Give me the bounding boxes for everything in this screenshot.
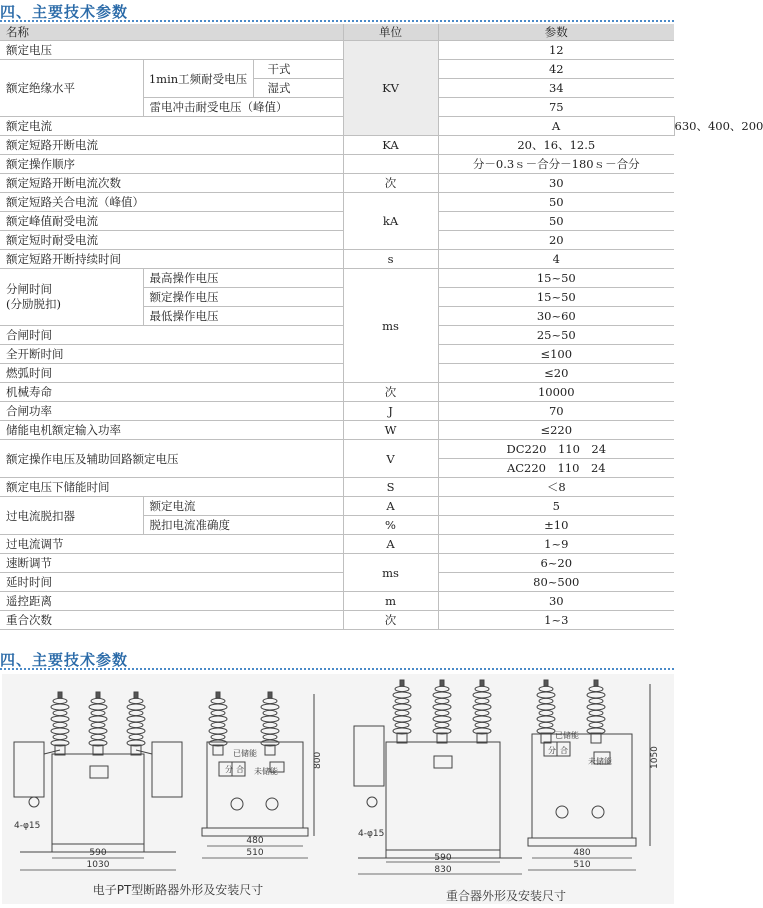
param-name-line1: 分闸时间 [6,282,52,296]
caption-left: 电子PT型断路器外形及安装尺寸 [92,883,264,897]
table-row [0,535,674,554]
param-name: 过电流脱扣器 [0,497,143,535]
table-row [0,383,674,402]
param-unit: A [343,535,438,554]
dim-510-left: 510 [246,848,264,858]
param-value: 10000 [438,383,674,402]
param-unit: A [343,497,438,516]
param-name: 额定短路开断电流次数 [0,174,343,193]
param-name: 速断调节 [0,554,343,573]
param-unit: 次 [343,174,438,193]
dim-1030: 1030 [86,860,110,870]
dimension-drawings [2,674,674,904]
param-subname: 额定电流 [143,497,343,516]
open-button-right: 分 [548,746,556,755]
caption-right: 重合器外形及安装尺寸 [445,889,567,903]
close-button-right: 合 [560,746,568,755]
param-value: ≤220 [438,421,674,440]
param-value: 50 [438,212,674,231]
section-title-params-2: 四、主要技术参数 [0,651,129,669]
param-value: 30 [438,592,674,611]
param-unit: S [343,478,438,497]
param-value: 70 [438,402,674,421]
table-row [0,592,674,611]
param-name: 额定操作电压及辅助回路额定电压 [0,440,343,478]
param-name: 机械寿命 [0,383,343,402]
open-button-left: 分 [225,765,233,774]
param-value: 75 [438,98,674,117]
param-name-line2: (分励脱扣) [6,297,61,311]
param-value: 分－0.3ｓ－合分－180ｓ－合分 [438,155,674,174]
unstored-label-left: 未储能 [254,767,278,776]
param-value: 80~500 [438,573,674,592]
table-header-row [0,24,674,41]
header-value: 参数 [438,24,674,41]
param-name: 额定操作顺序 [0,155,343,174]
dim-480-left: 480 [246,836,264,846]
table-row: 额定电流 A 630、400、200 [0,117,674,136]
param-value: AC220 110 24 [438,459,674,478]
param-name: 额定短路开断持续时间 [0,250,343,269]
dim-590-right: 590 [434,853,452,863]
param-name: 额定短路开断电流 [0,136,343,155]
param-value: ≤20 [438,364,674,383]
table-row [0,174,674,193]
param-value: 50 [438,193,674,212]
table-row [0,345,674,364]
param-unit: s [343,250,438,269]
table-row [0,155,674,174]
param-name: 储能电机额定输入功率 [0,421,343,440]
param-unit: 次 [343,383,438,402]
left-side-view [202,692,314,836]
table-row [0,326,674,345]
table-row [0,573,674,592]
param-value: 12 [438,41,674,60]
param-value: ≤100 [438,345,674,364]
param-subname: 1min工频耐受电压 [143,60,253,98]
param-value: 15~50 [438,269,674,288]
param-name: 遥控距离 [0,592,343,611]
section-title-params: 四、主要技术参数 [0,3,129,21]
table-row [0,440,674,459]
param-unit [343,155,438,174]
dim-800: 800 [313,751,323,769]
hole-spec-right: 4-φ15 [358,829,385,839]
param-name: 过电流调节 [0,535,343,554]
param-value: ±10 [438,516,674,535]
title-divider-2 [0,668,674,670]
param-value: 6~20 [438,554,674,573]
table-row [0,402,674,421]
param-name: 合闸时间 [0,326,343,345]
dim-1050: 1050 [650,746,660,769]
table-row [0,554,674,573]
table-row [0,41,674,60]
param-value: 5 [438,497,674,516]
table-row [0,364,674,383]
param-unit: A [438,117,674,136]
param-unit: V [343,440,438,478]
table-row [0,421,674,440]
param-subname: 雷电冲击耐受电压（峰值） [143,98,343,117]
param-unit: kA [343,193,438,250]
param-name: 额定电流 [0,117,343,136]
param-subname: 脱扣电流准确度 [143,516,343,535]
table-row [0,231,674,250]
hole-spec-left: 4-φ15 [14,821,41,831]
unstored-label-right: 未储能 [588,757,612,766]
dim-510-right: 510 [573,860,591,870]
close-button-left: 合 [236,765,244,774]
title-divider [0,20,674,22]
param-unit: ms [343,554,438,592]
param-unit: KV [343,41,438,136]
param-unit: 次 [343,611,438,630]
dim-480-right: 480 [573,848,591,858]
table-row [0,250,674,269]
param-subname: 湿式 [253,79,343,98]
table-row [0,212,674,231]
param-name: 延时时间 [0,573,343,592]
drawings-svg [2,674,674,904]
param-name: 合闸功率 [0,402,343,421]
table-row [0,136,674,155]
header-name: 名称 [0,24,343,41]
param-value: 20 [438,231,674,250]
param-unit: ms [343,269,438,383]
param-name: 额定电压下储能时间 [0,478,343,497]
param-value: ＜8 [438,478,674,497]
param-value: 20、16、12.5 [438,136,674,155]
param-name: 额定电压 [0,41,343,60]
param-name: 额定短时耐受电流 [0,231,343,250]
spec-table [0,24,763,630]
param-value: 42 [438,60,674,79]
param-name: 额定短路关合电流（峰值） [0,193,343,212]
table-row [0,478,674,497]
param-unit: KA [343,136,438,155]
param-unit: % [343,516,438,535]
stored-label-right: 已储能 [555,731,579,740]
header-unit: 单位 [343,24,438,41]
param-name: 额定绝缘水平 [0,60,143,117]
param-value: 34 [438,79,674,98]
param-value: 4 [438,250,674,269]
param-name: 燃弧时间 [0,364,343,383]
param-unit: m [343,592,438,611]
table-row [0,193,674,212]
param-subname: 额定操作电压 [143,288,343,307]
param-value: 30 [438,174,674,193]
table-row [0,611,674,630]
param-subname: 干式 [253,60,343,79]
param-subname: 最高操作电压 [143,269,343,288]
table-row [0,497,674,516]
param-value: 15~50 [438,288,674,307]
param-value: 25~50 [438,326,674,345]
param-name: 全开断时间 [0,345,343,364]
param-value: DC220 110 24 [438,440,674,459]
param-value: 1~9 [438,535,674,554]
param-name [0,269,143,326]
param-subname: 最低操作电压 [143,307,343,326]
param-value: 1~3 [438,611,674,630]
param-name: 额定峰值耐受电流 [0,212,343,231]
param-value: 30~60 [438,307,674,326]
table-row [0,60,674,79]
dim-830: 830 [434,865,452,875]
param-name: 重合次数 [0,611,343,630]
param-unit: J [343,402,438,421]
dim-590-left: 590 [89,848,107,858]
stored-label-left: 已储能 [233,749,257,758]
table-row [0,269,674,288]
param-unit: W [343,421,438,440]
